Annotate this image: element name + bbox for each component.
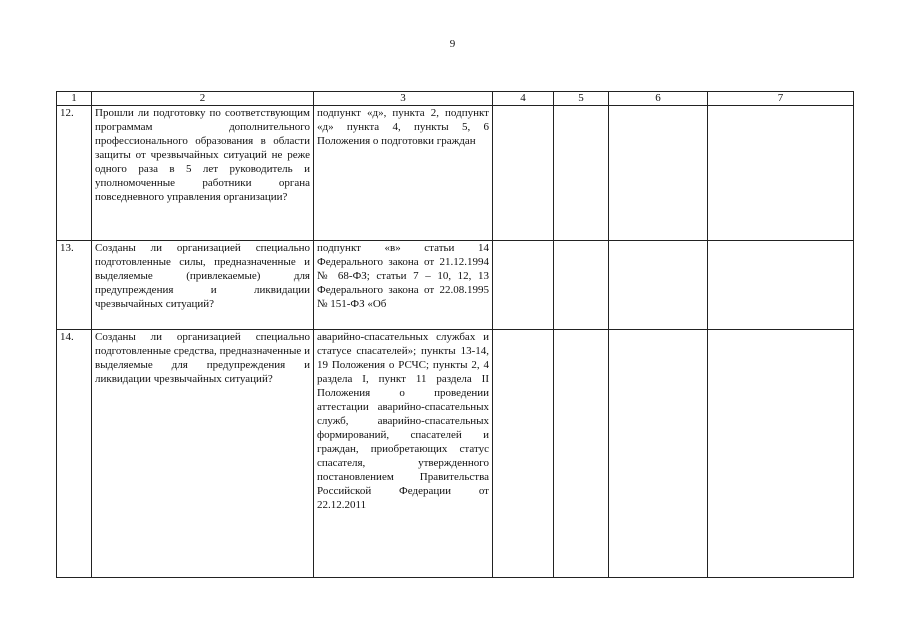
empty-cell [609, 106, 708, 241]
empty-cell [493, 106, 554, 241]
inspection-table [56, 91, 854, 578]
table-row [57, 106, 854, 241]
header-row [57, 92, 854, 106]
page-number: 9 [449, 38, 456, 50]
header-col-5: 5 [554, 92, 609, 106]
empty-cell [708, 106, 854, 241]
reference-cell: подпункт «в» статьи 14 Федерального закона от 21.12.1994 № 68-ФЗ; статьи 7 – 10, 12, 13 Федерального закона от 22.08.1995 № 151-ФЗ «Об [314, 241, 493, 330]
table-row [57, 330, 854, 578]
table-row [57, 241, 854, 330]
empty-cell [708, 241, 854, 330]
empty-cell [609, 330, 708, 578]
header-col-2: 2 [92, 92, 314, 106]
empty-cell [554, 106, 609, 241]
empty-cell [554, 241, 609, 330]
row-number: 13. [57, 241, 92, 330]
empty-cell [493, 330, 554, 578]
question-cell: Созданы ли организацией специально подготовленные средства, предназначенные и выделяемые для предупреждения и ликвидации чрезвычайных ситуаций? [92, 330, 314, 578]
empty-cell [708, 330, 854, 578]
question-cell: Созданы ли организацией специально подготовленные силы, предназначенные и выделяемые (привлекаемые) для предупреждения и ликвидации чрезвычайных ситуаций? [92, 241, 314, 330]
reference-cell: аварийно-спасательных службах и статусе спасателей»; пункты 13-14, 19 Положения о РСЧС; пункты 2, 4 раздела I, пункт 11 раздела II Положения о проведении аттестации аварийно-спасательных служб, аварийно-спасательных формирований, спасателей и граждан, приобретающих статус спасателя, утвержденного постановлением Правительства Российской Федерации от 22.12.2011 [314, 330, 493, 578]
header-col-4: 4 [493, 92, 554, 106]
empty-cell [493, 241, 554, 330]
header-col-3: 3 [314, 92, 493, 106]
reference-cell: подпункт «д», пункта 2, подпункт «д» пункта 4, пункты 5, 6 Положения о подготовки граждан [314, 106, 493, 241]
empty-cell [554, 330, 609, 578]
header-col-6: 6 [609, 92, 708, 106]
empty-cell [609, 241, 708, 330]
row-number: 14. [57, 330, 92, 578]
header-col-7: 7 [708, 92, 854, 106]
question-cell: Прошли ли подготовку по соответствующим программам дополнительного профессионального образования в области защиты от чрезвычайных ситуаций не реже одного раза в 5 лет руководитель и уполномоченные работники органа повседневного управления организации? [92, 106, 314, 241]
row-number: 12. [57, 106, 92, 241]
header-col-1: 1 [57, 92, 92, 106]
